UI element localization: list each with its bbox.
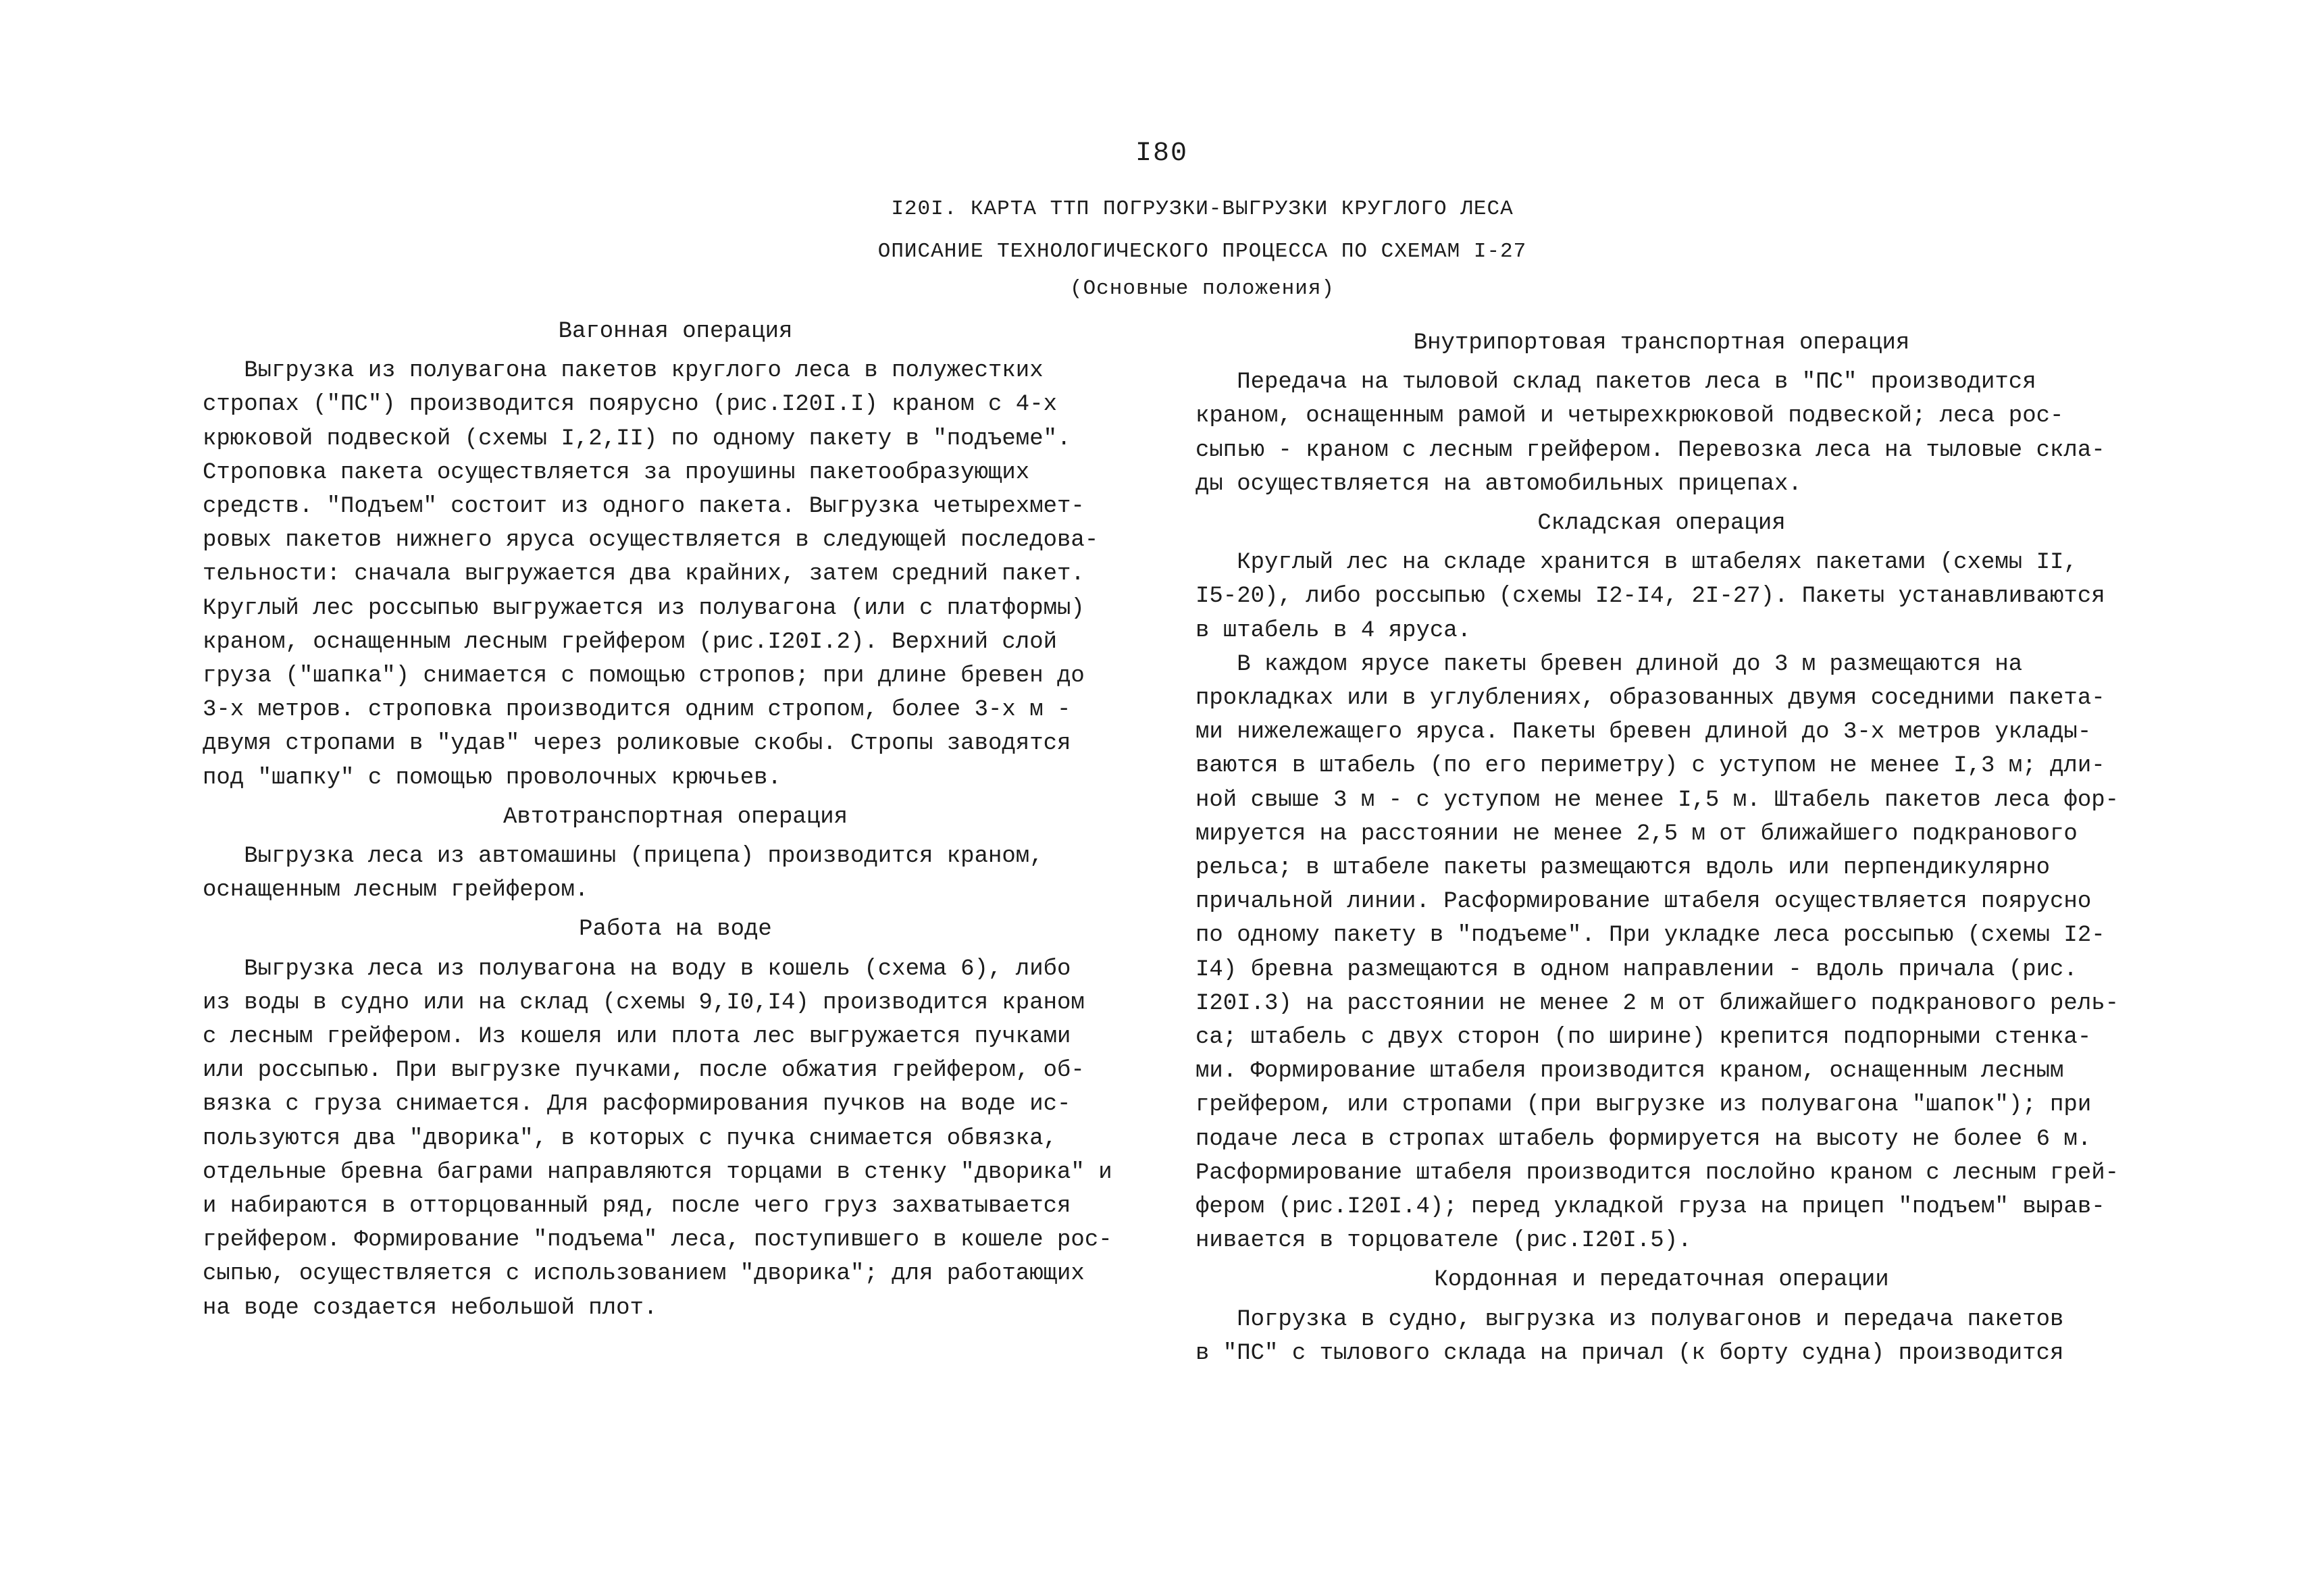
text-line: крюковой подвеской (схемы I,2,II) по одному пакету в "подъеме". — [203, 426, 1071, 452]
section-spacer — [203, 947, 1148, 952]
text-line: I5-20), либо россыпью (схемы I2-I4, 2I-27). Пакеты устанавливаются — [1195, 584, 2105, 610]
text-line: ваются в штабель (по его периметру) с уступом не менее I,3 м; дли- — [1195, 753, 2105, 779]
text-line: по одному пакету в "подъеме". При укладке леса россыпью (схемы I2- — [1195, 923, 2105, 949]
text-line: фером (рис.I20I.4); перед укладкой груза на прицеп "подъем" вырав- — [1195, 1194, 2105, 1220]
text-line: В каждом ярусе пакеты бревен длиной до 3 м размещаются на — [1195, 651, 2023, 677]
section — [1195, 326, 2128, 507]
text-line: са; штабель с двух сторон (по ширине) крепится подпорными стенка- — [1195, 1025, 2092, 1051]
section-spacer — [1195, 1370, 2128, 1376]
text-line: грейфером, или стропами (при выгрузке из полувагона "шапок"); при — [1195, 1092, 2092, 1118]
text-line: Выгрузка из полувагона пакетов круглого леса в полужестких — [203, 358, 1044, 384]
text-line: причальной линии. Расформирование штабеля осуществляется поярусно — [1195, 889, 2092, 915]
section-title: Кордонная и передаточная операции — [1434, 1267, 1889, 1293]
right-column — [1195, 326, 2128, 1376]
section — [203, 315, 1148, 800]
text-line: с лесным грейфером. Из кошеля или плота лес выгружается пучками — [203, 1024, 1071, 1050]
section — [203, 800, 1148, 913]
text-line: ды осуществляется на автомобильных прицепах. — [1195, 471, 1802, 497]
section — [1195, 507, 2128, 1263]
text-line: Расформирование штабеля производится послойно краном с лесным грей- — [1195, 1160, 2119, 1186]
text-line: Погрузка в судно, выгрузка из полувагонов и передача пакетов — [1195, 1306, 2064, 1333]
text-line: Круглый лес на складе хранится в штабелях пакетами (схемы II, — [1195, 550, 2078, 576]
section-spacer — [203, 795, 1148, 800]
document-subtitle-note: (Основные положения) — [1069, 277, 1335, 301]
text-line: в штабель в 4 яруса. — [1195, 617, 1472, 644]
text-line: рельса; в штабеле пакеты размещаются вдоль или перпендикулярно — [1195, 855, 2051, 881]
text-line: стропах ("ПС") производится поярусно (рис.I20I.I) краном с 4-х — [203, 392, 1058, 418]
page-number: I80 — [1135, 138, 1188, 169]
section-spacer — [1195, 1297, 2128, 1303]
section-spacer — [1195, 1258, 2128, 1263]
text-line: или россыпью. При выгрузке пучками, после обжатия грейфером, об- — [203, 1058, 1085, 1084]
text-line: ми. Формирование штабеля производится краном, оснащенным лесным — [1195, 1058, 2064, 1085]
text-line: Передача на тыловой склад пакетов леса в "ПС" производится — [1195, 369, 2036, 396]
document-title: I20I. КАРТА ТТП ПОГРУЗКИ-ВЫГРУЗКИ КРУГЛОГО ЛЕСА — [891, 197, 1514, 221]
section-title: Работа на воде — [579, 917, 772, 943]
text-line: I4) бревна размещаются в одном направлении - вдоль причала (рис. — [1195, 956, 2078, 983]
text-line: сыпью, осуществляется с использованием "дворика"; для работающих — [203, 1261, 1085, 1287]
text-line: краном, оснащенным рамой и четырехкрюковой подвеской; леса рос- — [1195, 403, 2064, 430]
text-line: ми нижележащего яруса. Пакеты бревен длиной до 3-х метров уклады- — [1195, 719, 2092, 746]
section-spacer — [203, 349, 1148, 354]
document-subtitle: ОПИСАНИЕ ТЕХНОЛОГИЧЕСКОГО ПРОЦЕССА ПО СХЕМАМ I-27 — [877, 240, 1527, 263]
text-line: прокладках или в углублениях, образованных двумя соседними пакета- — [1195, 686, 2105, 712]
text-line: I20I.3) на расстоянии не менее 2 м от ближайшего подкранового рель- — [1195, 990, 2119, 1016]
text-line: груза ("шапка") снимается с помощью стропов; при длине бревен до — [203, 663, 1085, 690]
text-line: вязка с груза снимается. Для расформирования пучков на воде ис- — [203, 1091, 1071, 1118]
section-spacer — [1195, 501, 2128, 507]
text-line: грейфером. Формирование "подъема" леса, поступившего в кошеле рос- — [203, 1227, 1112, 1254]
left-column — [203, 315, 1148, 1331]
text-line: мируется на расстоянии не менее 2,5 м от ближайшего подкранового — [1195, 821, 2078, 847]
text-line: оснащенным лесным грейфером. — [203, 877, 589, 904]
section — [203, 912, 1148, 1330]
section-spacer — [203, 834, 1148, 840]
text-line: ровых пакетов нижнего яруса осуществляется в следующей последова- — [203, 527, 1099, 554]
section-spacer — [1195, 360, 2128, 365]
text-line: сыпью - краном с лесным грейфером. Перевозка леса на тыловые скла- — [1195, 437, 2105, 463]
text-line: пользуются два "дворика", в которых с пучка снимается обвязка, — [203, 1125, 1058, 1152]
text-line: Выгрузка леса из автомашины (прицепа) производится краном, — [203, 844, 1044, 870]
section-title: Автотранспортная операция — [503, 804, 848, 830]
section-title: Вагонная операция — [558, 319, 793, 344]
text-line: 3-х метров. строповка производится одним стропом, более 3-х м - — [203, 697, 1071, 723]
section-spacer — [203, 1325, 1148, 1331]
text-line: на воде создается небольшой плот. — [203, 1295, 658, 1321]
text-line: краном, оснащенным лесным грейфером (рис.I20I.2). Верхний слой — [203, 629, 1058, 655]
text-line: отдельные бревна баграми направляются торцами в стенку "дворика" и — [203, 1159, 1112, 1185]
text-line: Круглый лес россыпью выгружается из полувагона (или с платформы) — [203, 595, 1085, 621]
text-line: тельности: сначала выгружается два крайних, затем средний пакет. — [203, 561, 1085, 588]
text-line: в "ПС" с тылового склада на причал (к борту судна) производится — [1195, 1340, 2064, 1366]
section — [1195, 1263, 2128, 1376]
text-line: нивается в торцователе (рис.I20I.5). — [1195, 1228, 1692, 1254]
section-title: Внутрипортовая транспортная операция — [1413, 330, 1910, 356]
text-line: и набираются в отторцованный ряд, после чего груз захватывается — [203, 1193, 1071, 1220]
text-line: подаче леса в стропах штабель формируется на высоту не более 6 м. — [1195, 1126, 2092, 1152]
text-line: Строповка пакета осуществляется за проушины пакетообразующих — [203, 459, 1030, 486]
section-spacer — [1195, 540, 2128, 546]
text-line: из воды в судно или на склад (схемы 9,I0,I4) производится краном — [203, 989, 1085, 1016]
text-line: под "шапку" с помощью проволочных крючьев. — [203, 765, 781, 791]
text-line: ной свыше 3 м - с уступом не менее I,5 м. Штабель пакетов леса фор- — [1195, 787, 2119, 813]
section-title: Складская операция — [1537, 511, 1786, 537]
text-line: Выгрузка леса из полувагона на воду в кошель (схема 6), либо — [203, 956, 1071, 982]
text-line: двумя стропами в "удав" через роликовые скобы. Стропы заводятся — [203, 731, 1071, 757]
text-line: средств. "Подъем" состоит из одного пакета. Выгрузка четырехмет- — [203, 494, 1085, 520]
section-spacer — [203, 907, 1148, 912]
